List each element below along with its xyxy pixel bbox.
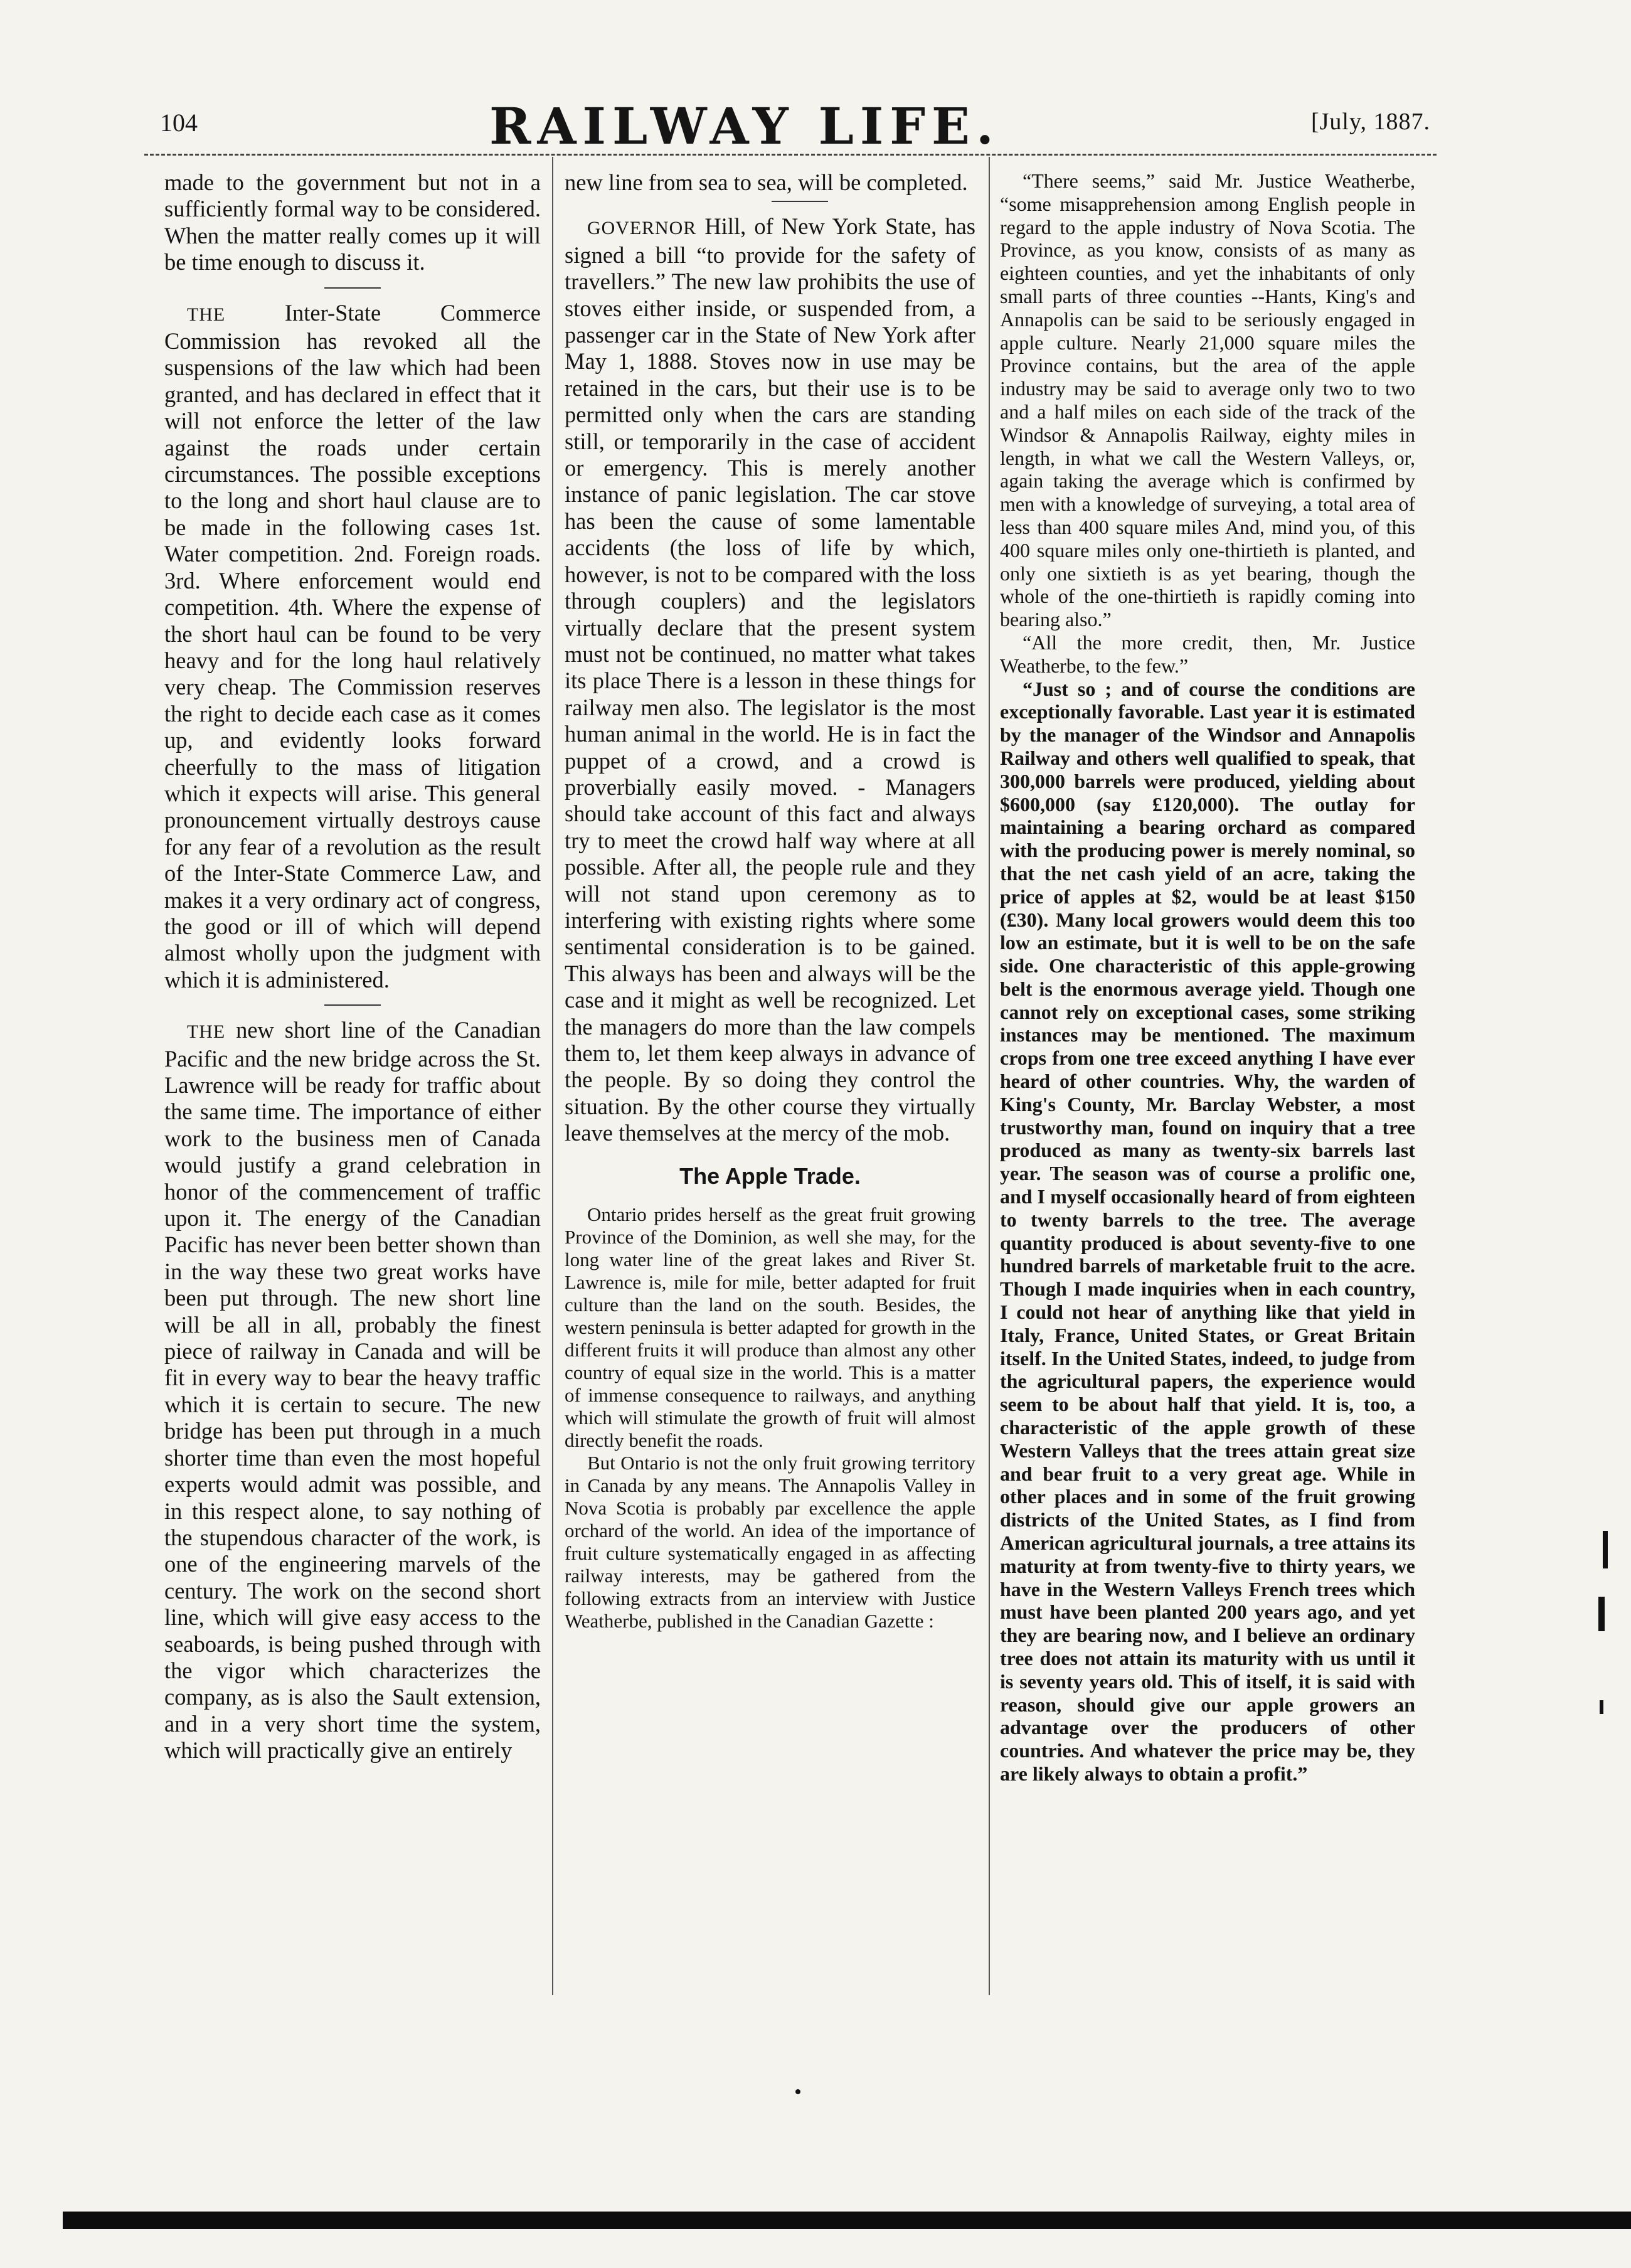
- scan-artifact: [1603, 1531, 1608, 1568]
- column-divider-left: [552, 157, 553, 1995]
- column-divider-right: [989, 157, 990, 1995]
- lead-word: THE: [187, 1021, 226, 1043]
- page-number: 104: [160, 109, 198, 137]
- page-bottom-bar: [63, 2212, 1631, 2229]
- column-2: [565, 169, 975, 1632]
- paragraph-line-completed: new line from sea to sea, will be completed.: [565, 169, 968, 195]
- paragraph-conditions: “Just so ; and of course the conditions are exceptionally favorable. Last year it is estimated by the manager of the Windsor and Annapolis Railway and others well qualified to speak, that 300,000 barrels were produced, yielding about $600,000 (say £120,000). The outlay for maintaining a bearing orchard as compared with the producing power is merely nominal, so that the net cash yield of an acre, taking the price of apples at $2, would be at least $150 (£30). Many local growers would deem this too low an estimate, but it is well to be on the safe side. One characteristic of this apple-growing belt is the enormous average yield. Though one cannot rely on exceptional cases, some striking instances may be mentioned. The maximum crops from one tree exceed anything I have ever heard of other countries. Why, the warden of King's County, Mr. Barclay Webster, a most trustworthy man, found on inquiry that a tree produced as many as twenty-six barrels last year. The season was of course a prolific one, and I myself occasionally heard of from eighteen to twenty barrels to the tree. The average quantity produced is about seventy-five to one hundred barrels of marketable fruit to the acre. Though I made inquiries when in each country, I could not hear of anything like that yield in Italy, France, United States, or Great Britain itself. In the United States, indeed, to judge from the agricultural papers, the experience would seem to be about half that yield. It is, too, a characteristic of the apple growth of these Western Valleys that the trees attain great size and bear fruit to a very great age. While in other places and in some of the fruit growing districts of the United States, as I find from American agricultural journals, a tree attains its maturity at from twenty-five to thirty years, we have in the Western Valleys French trees which must have been planted 200 years ago, and yet they are bearing now, and I believe an ordinary tree does not attain its maturity with us until it is seventy years old. This of itself, it is said with reason, should give our apple growers an advantage over the producers of other countries. And whatever the price may be, they are likely always to obtain a profit.”: [1000, 677, 1415, 1785]
- column-3: [1000, 169, 1415, 1786]
- scan-dot: [795, 2089, 800, 2094]
- issue-date: [July, 1887.: [1310, 109, 1430, 135]
- paragraph-credit: “All the more credit, then, Mr. Justice Weatherbe, to the few.”: [1000, 631, 1415, 677]
- paragraph-stove-law: GOVERNOR Hill, of New York State, has signed a bill “to provide for the safety of travellers.” The new law prohibits the use of stoves either inside, or suspended from, a passenger car in the State of New York after May 1, 1888. Stoves now in use may be retained in the cars, but their use is to be permitted only when the cars are standing still, or temporarily in the case of accident or emergency. This is merely another instance of panic legislation. The car stove has been the cause of some lamentable accidents (the loss of life by which, however, is not to be compared with the loss through couplers) and the legislators virtually declare that the present system must not be continued, no matter what takes its place There is a lesson in these things for railway men also. The legislator is the most human animal in the world. He is in fact the puppet of a crowd, and a crowd is proverbially easily moved. - Managers should take account of this fact and always try to meet the crowd half way where at all possible. After all, the people rule and they will not stand upon ceremony as to interfering with existing rights where some sentimental consideration is to be gained. This always has been and always will be the case and it might as well be recognized. Let the managers do more than the law compels them to, let them keep always in advance of the people. By so doing they control the situation. By the other course they virtually leave themselves at the mercy of the mob.: [565, 213, 975, 1146]
- paragraph-inter-state-commission: THE Inter-State Commerce Commission has revoked all the suspensions of the law which had been granted, and has declared in effect that it will not enforce the letter of the law against the roads under certain circumstances. The possible exceptions to the long and short haul clause are to be made in the following cases 1st. Water competition. 2nd. Foreign roads. 3rd. Where enforcement would end competition. 4th. Where the expense of the short haul can be found to be very heavy and for the long haul relatively very cheap. The Commission reserves the right to decide each case as it comes up, and evidently looks forward cheerfully to the mass of litigation which it expects will arise. This general pronouncement virtually destroys cause for any fear of a revolution as the result of the Inter-State Commerce Law, and makes it a very ordinary act of congress, the good or ill of which will depend almost wholly upon the judgment with which it is administered.: [164, 299, 541, 993]
- header-rule: [144, 154, 1437, 156]
- page-header: [144, 97, 1437, 156]
- scan-artifact: [1600, 1700, 1603, 1714]
- section-dash: [324, 1004, 381, 1006]
- section-dash: [324, 287, 381, 289]
- section-title-apple-trade: The Apple Trade.: [679, 1163, 861, 1189]
- section-dash: [772, 201, 828, 202]
- paragraph-canadian-pacific: THE new short line of the Canadian Pacific and the new bridge across the St. Lawrence will be ready for traffic about the same time. The importance of either work to the business men of Canada would justify a grand celebration in honor of the commencement of traffic upon it. The energy of the Canadian Pacific has never been better shown than in the way these two great works have been put through. The new short line will be all in all, probably the finest piece of railway in Canada and will be fit in every way to bear the heavy traffic which it is certain to secure. The new bridge has been put through in a much shorter time than even the most hopeful experts would admit was possible, and in this respect alone, to say nothing of the stupendous character of the work, is one of the engineering marvels of the century. The work on the second short line, which will give easy access to the seaboards, is being pushed through with the vigor which characterizes the company, as is also the Sault extension, and in a very short time the system, which will practically give an entirely: [164, 1017, 541, 1764]
- column-1: [164, 169, 541, 1764]
- lead-word: THE: [187, 304, 226, 325]
- paragraph-weatherbe-quote: “There seems,” said Mr. Justice Weatherbe, “some misapprehension among English people in regard to the apple industry of Nova Scotia. The Province, as you know, consists of as many as eighteen counties, and yet the inhabitants of only small parts of three counties --Hants, King's and Annapolis can be said to be seriously engaged in apple culture. Nearly 21,000 square miles the Province contains, but the area of the apple industry may be said to average only two to two and a half miles on each side of the track of the Windsor & Annapolis Railway, eighty miles in length, in what we call the Western Valleys, or, again taking the average which is confirmed by men with a knowledge of surveying, a total area of less than 400 square miles And, mind you, of this 400 square miles only one-thirtieth is planted, and only one sixtieth is as yet bearing, though the whole of the one-thirtieth is rapidly coming into bearing also.”: [1000, 169, 1415, 631]
- paragraph-government: made to the government but not in a sufficiently formal way to be considered. When the matter really comes up it will be time enough to discuss it.: [164, 169, 541, 275]
- paragraph-annapolis: But Ontario is not the only fruit growing territory in Canada by any means. The Annapolis Valley in Nova Scotia is probably par excellence the apple orchard of the world. An idea of the importance of fruit culture systematically engaged in as affecting railway interests, may be gathered from the following extracts from an interview with Justice Weatherbe, published in the Canadian Gazette :: [565, 1452, 975, 1632]
- masthead-title: RAILWAY LIFE.: [489, 97, 1000, 156]
- paragraph-ontario: Ontario prides herself as the great fruit growing Province of the Dominion, as well she may, for the long water line of the great lakes and River St. Lawrence is, mile for mile, better adapted for fruit culture than the land on the south. Besides, the western peninsula is better adapted for growth in the different fruits it will produce than almost any other country of equal size in the world. This is a matter of immense consequence to railways, and anything which will stimulate the growth of fruit will almost directly benefit the roads.: [565, 1203, 975, 1452]
- scan-artifact: [1598, 1597, 1605, 1631]
- lead-word: GOVERNOR: [587, 218, 697, 239]
